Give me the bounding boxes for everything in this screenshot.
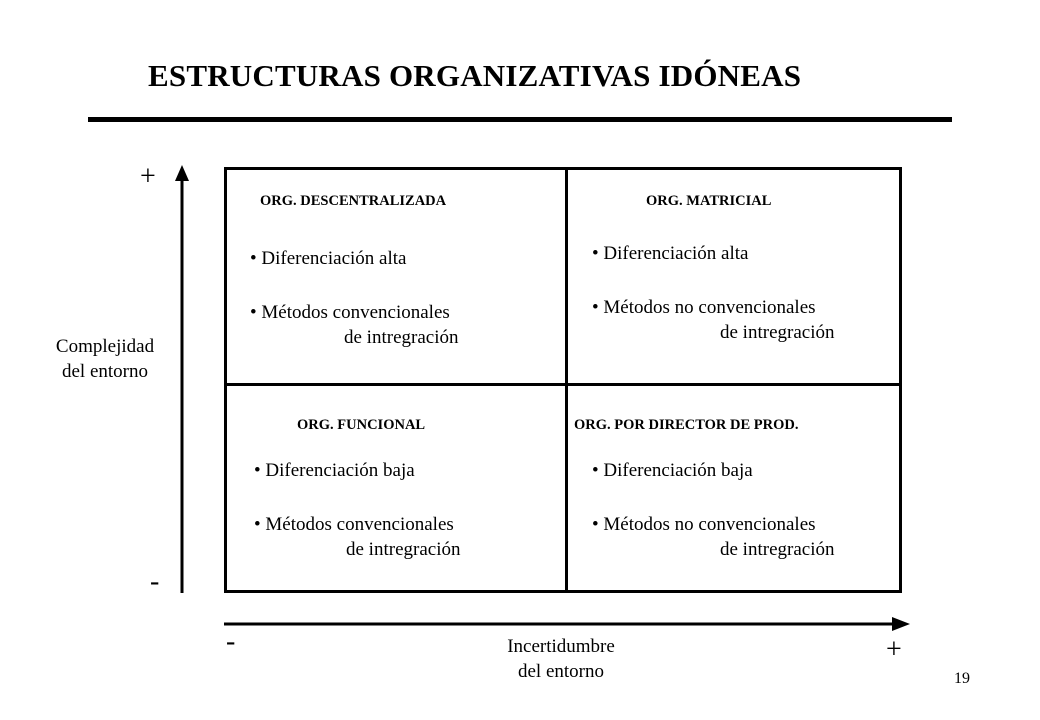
x-axis-minus: - <box>226 626 236 657</box>
x-axis-arrow <box>222 614 912 634</box>
y-axis-label-line2: del entorno <box>61 361 148 382</box>
quadrant-bottom-left-bullet1: • Diferenciación baja <box>254 460 415 481</box>
title-rule <box>88 117 952 122</box>
quadrant-bottom-left-heading: ORG. FUNCIONAL <box>297 417 426 433</box>
quadrant-top-right-heading: ORG. MATRICIAL <box>646 193 772 209</box>
quadrant-top-left-bullet2-line2: de intregración <box>344 327 459 348</box>
slide-title: ESTRUCTURAS ORGANIZATIVAS IDÓNEAS <box>148 58 802 93</box>
grid-vertical-divider <box>565 170 568 590</box>
quadrant-bottom-right-heading: ORG. POR DIRECTOR DE PROD. <box>574 417 799 433</box>
y-axis-label <box>40 334 170 384</box>
quadrant-bottom-right-bullet2-line2: de intregración <box>720 539 835 560</box>
y-axis-plus: + <box>140 161 156 192</box>
quadrant-top-left-bullet2 <box>250 300 458 350</box>
quadrant-top-right-bullet2 <box>592 295 834 345</box>
quadrant-bottom-right-bullet2 <box>592 512 834 562</box>
quadrant-top-left-bullet2-line1: • Métodos convencionales <box>250 302 450 323</box>
y-axis-minus: - <box>150 566 160 597</box>
page-number: 19 <box>954 670 970 687</box>
x-axis-plus: + <box>886 634 902 665</box>
x-axis-label-line2: del entorno <box>517 661 604 682</box>
quadrant-bottom-right-bullet2-line1: • Métodos no convencionales <box>592 514 816 535</box>
quadrant-top-left-bullet1: • Diferenciación alta <box>250 248 407 269</box>
quadrant-top-right-bullet2-line2: de intregración <box>720 322 835 343</box>
quadrant-bottom-left-bullet2 <box>254 512 460 562</box>
quadrant-top-right-bullet1: • Diferenciación alta <box>592 243 749 264</box>
x-axis-label-line1: Incertidumbre <box>507 636 615 657</box>
quadrant-bottom-left-bullet2-line1: • Métodos convencionales <box>254 514 454 535</box>
y-axis-label-line1: Complejidad <box>55 336 155 357</box>
quadrant-top-left-heading: ORG. DESCENTRALIZADA <box>260 193 447 209</box>
quadrant-top-right-bullet2-line1: • Métodos no convencionales <box>592 297 816 318</box>
quadrant-bottom-left-bullet2-line2: de intregración <box>346 539 461 560</box>
grid-horizontal-divider <box>227 383 899 386</box>
quadrant-bottom-right-bullet1: • Diferenciación baja <box>592 460 753 481</box>
x-axis-label <box>486 634 636 684</box>
y-axis-arrow <box>172 165 192 595</box>
